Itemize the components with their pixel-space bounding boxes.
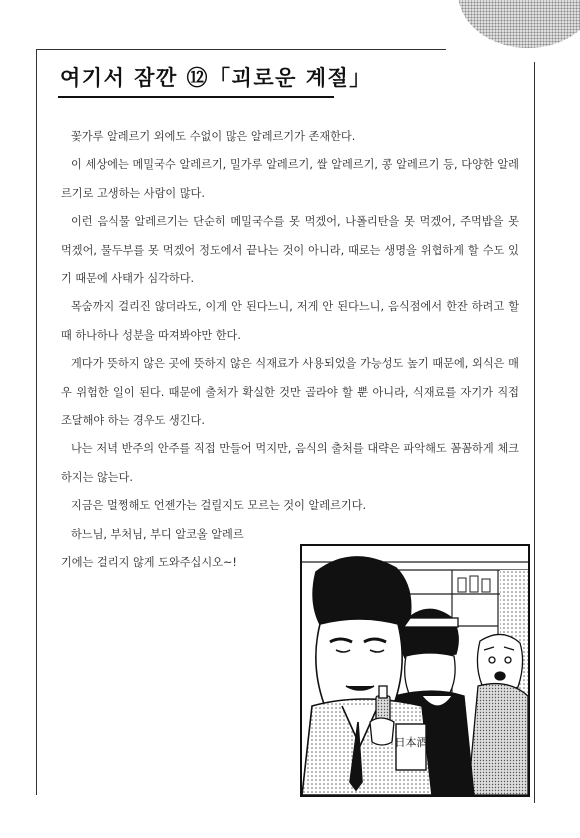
sign-text: 日本酒 [394,736,428,749]
paragraph: 지금은 멀쩡해도 언젠가는 걸릴지도 모르는 것이 알레르기다. [71,499,367,513]
paragraph: 게다가 뜻하지 않은 곳에 뜻하지 않은 식재료가 사용되었을 가능성도 높기 때문에, 외식은 매우 위험한 일이 된다. 때문에 출처가 확실한 것만 골라야 할 뿐 아니라, 식재료를 자기가 직접 조달해야 하는 경우도 생긴다. [61,357,519,428]
paragraph: 이 세상에는 메밀국수 알레르기, 밀가루 알레르기, 쌀 알레르기, 콩 알레르기 등, 다양한 알레르기로 고생하는 사람이 많다. [61,158,519,200]
comic-illustration [302,546,528,795]
frame-top-border [36,49,446,50]
paragraph: 꽃가루 알레르기 외에도 수없이 많은 알레르기가 존재한다. [71,130,356,143]
page-title: 여기서 잠깐 ⑫「괴로운 계절」 [60,66,372,90]
frame-right-border [534,62,535,803]
frame-left-border [36,49,37,795]
paragraph: 목숨까지 걸리진 않더라도, 이게 안 된다느니, 저게 안 된다느니, 음식점에서 한잔 하려고 할 때 하나하나 성분을 따져봐야만 한다. [61,300,519,342]
corner-dot-pattern [458,0,580,48]
closing-line: 기에는 걸리지 않게 도와주십시오~! [61,556,237,570]
sake-sign [395,724,428,770]
paragraph: 이런 음식물 알레르기는 단순히 메밀국수를 못 먹겠어, 나폴리탄을 못 먹겠어, 주먹밥을 못 먹겠어, 물두부를 못 먹겠어 정도에서 끝나는 것이 아니라, 때로는 생명을 위협하게 할 수도 있기 때문에 사태가 심각하다. [61,215,519,286]
article-body [61,123,519,578]
comic-panel [300,544,530,797]
paragraph: 하느님, 부처님, 부디 알코올 알레르 [71,527,244,541]
old-man-figure [468,634,528,795]
title-underline [58,96,334,98]
paragraph: 나는 저녁 반주의 안주를 직접 만들어 먹지만, 음식의 출처를 대략은 파악해도 꼼꼼하게 체크하지는 않는다. [61,442,519,484]
